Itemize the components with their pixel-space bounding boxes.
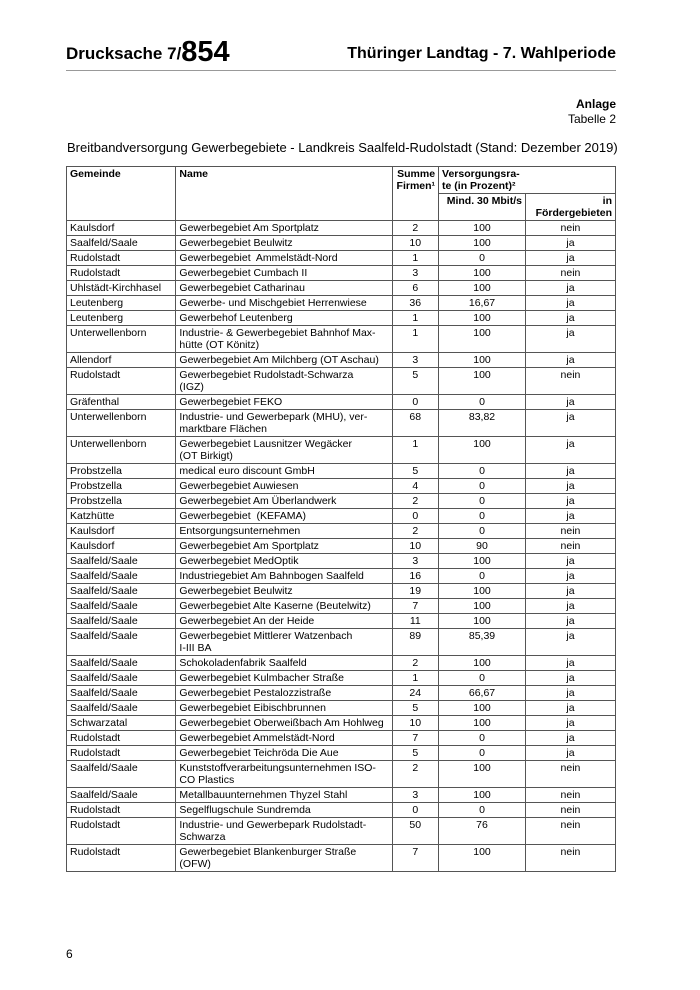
cell-gemeinde: Rudolstadt: [67, 845, 176, 872]
header-gemeinde: Gemeinde: [67, 167, 176, 221]
cell-name: [176, 326, 392, 353]
cell-summe: 3: [392, 554, 439, 569]
cell-name-line1: Gewerbegebiet FEKO: [179, 396, 283, 408]
table-row: [67, 266, 616, 281]
table-row: [67, 818, 616, 845]
cell-name-line1: Gewerbe- und Mischgebiet Herrenwiese: [179, 297, 367, 309]
header-summe-line2: Firmen¹: [396, 180, 436, 192]
cell-prozent: 100: [439, 716, 526, 731]
cell-name: [176, 437, 392, 464]
cell-name-line2: I-III BA: [179, 642, 212, 654]
cell-prozent: 100: [439, 701, 526, 716]
header-versorgung: [439, 167, 616, 194]
cell-name: [176, 716, 392, 731]
cell-gemeinde: Kaulsdorf: [67, 524, 176, 539]
cell-name-line2: (OT Birkigt): [179, 450, 233, 462]
cell-foerder: ja: [525, 509, 615, 524]
cell-name: [176, 311, 392, 326]
cell-foerder: ja: [525, 629, 615, 656]
table-row: [67, 629, 616, 656]
cell-name-line1: Gewerbegebiet Eibischbrunnen: [179, 702, 326, 714]
cell-foerder: nein: [525, 539, 615, 554]
cell-gemeinde: Probstzella: [67, 464, 176, 479]
cell-gemeinde: Rudolstadt: [67, 251, 176, 266]
cell-name-line1: Gewerbegebiet Cumbach II: [179, 267, 308, 279]
header-versorgung-line2: te (in Prozent)²: [442, 180, 516, 192]
table-row: [67, 221, 616, 236]
cell-gemeinde: Unterwellenborn: [67, 410, 176, 437]
cell-foerder: nein: [525, 221, 615, 236]
cell-name-line1: Industrie- und Gewerbepark Rudolstadt-: [179, 819, 367, 831]
cell-summe: 10: [392, 539, 439, 554]
cell-name-line2: (IGZ): [179, 381, 204, 393]
cell-name-line2: Schwarza: [179, 831, 226, 843]
table-row: [67, 311, 616, 326]
table-row: [67, 410, 616, 437]
table-row: [67, 395, 616, 410]
cell-name: [176, 509, 392, 524]
cell-foerder: ja: [525, 686, 615, 701]
cell-gemeinde: Schwarzatal: [67, 716, 176, 731]
header-divider: [66, 70, 616, 71]
cell-summe: 36: [392, 296, 439, 311]
cell-summe: 2: [392, 656, 439, 671]
cell-foerder: ja: [525, 599, 615, 614]
cell-prozent: 100: [439, 266, 526, 281]
cell-prozent: 100: [439, 437, 526, 464]
cell-summe: 50: [392, 818, 439, 845]
cell-name-line1: Gewerbegebiet Rudolstadt-Schwarza: [179, 369, 354, 381]
header-versorgung-line1: Versorgungsra-: [442, 168, 520, 180]
cell-foerder: nein: [525, 788, 615, 803]
cell-name-line1: Gewerbegebiet Kulmbacher Straße: [179, 672, 345, 684]
header-summe-line1: Summe: [397, 168, 436, 180]
cell-gemeinde: Gräfenthal: [67, 395, 176, 410]
cell-foerder: ja: [525, 464, 615, 479]
cell-name-line1: Gewerbegebiet Ammelstädt-Nord: [179, 252, 338, 264]
cell-foerder: ja: [525, 479, 615, 494]
cell-prozent: 0: [439, 251, 526, 266]
table-row: [67, 845, 616, 872]
cell-foerder: ja: [525, 731, 615, 746]
cell-gemeinde: Saalfeld/Saale: [67, 629, 176, 656]
cell-prozent: 83,82: [439, 410, 526, 437]
cell-summe: 24: [392, 686, 439, 701]
cell-prozent: 100: [439, 788, 526, 803]
data-table: [66, 166, 616, 872]
cell-summe: 16: [392, 569, 439, 584]
cell-gemeinde: Leutenberg: [67, 311, 176, 326]
table-row: [67, 746, 616, 761]
cell-prozent: 0: [439, 395, 526, 410]
cell-name-line1: Gewerbegebiet Am Sportplatz: [179, 540, 319, 552]
cell-gemeinde: Saalfeld/Saale: [67, 701, 176, 716]
table-row: [67, 584, 616, 599]
cell-name: [176, 788, 392, 803]
cell-gemeinde: Saalfeld/Saale: [67, 614, 176, 629]
cell-name-line1: Schokoladenfabrik Saalfeld: [179, 657, 307, 669]
cell-name: [176, 701, 392, 716]
annex-label: [568, 97, 616, 127]
cell-gemeinde: Uhlstädt-Kirchhasel: [67, 281, 176, 296]
cell-name: [176, 464, 392, 479]
cell-summe: 10: [392, 236, 439, 251]
cell-gemeinde: Rudolstadt: [67, 746, 176, 761]
table-row: [67, 251, 616, 266]
cell-foerder: ja: [525, 410, 615, 437]
cell-prozent: 100: [439, 656, 526, 671]
cell-prozent: 85,39: [439, 629, 526, 656]
cell-name-line1: Gewerbegebiet An der Heide: [179, 615, 315, 627]
cell-summe: 7: [392, 599, 439, 614]
annex-title: Anlage: [575, 97, 616, 111]
cell-prozent: 90: [439, 539, 526, 554]
header-mind-30: Mind. 30 Mbit/s: [439, 194, 526, 221]
table-row: [67, 524, 616, 539]
cell-foerder: ja: [525, 437, 615, 464]
cell-gemeinde: Rudolstadt: [67, 266, 176, 281]
cell-summe: 2: [392, 494, 439, 509]
cell-name-line1: Gewerbegebiet Alte Kaserne (Beutelwitz): [179, 600, 371, 612]
cell-gemeinde: Saalfeld/Saale: [67, 761, 176, 788]
cell-name: [176, 746, 392, 761]
table-row: [67, 353, 616, 368]
cell-foerder: ja: [525, 716, 615, 731]
cell-prozent: 100: [439, 761, 526, 788]
cell-summe: 6: [392, 281, 439, 296]
table-row: [67, 803, 616, 818]
cell-name-line1: Metallbauunternehmen Thyzel Stahl: [179, 789, 348, 801]
cell-foerder: ja: [525, 395, 615, 410]
cell-foerder: nein: [525, 761, 615, 788]
cell-summe: 4: [392, 479, 439, 494]
cell-name: [176, 599, 392, 614]
cell-summe: 1: [392, 251, 439, 266]
cell-name: [176, 761, 392, 788]
cell-prozent: 100: [439, 554, 526, 569]
cell-gemeinde: Saalfeld/Saale: [67, 788, 176, 803]
cell-name-line1: Industrie- und Gewerbepark (MHU), ver-: [179, 411, 368, 423]
cell-summe: 1: [392, 311, 439, 326]
cell-name: [176, 221, 392, 236]
cell-name-line1: Gewerbegebiet Catharinau: [179, 282, 305, 294]
table-row: [67, 539, 616, 554]
cell-gemeinde: Saalfeld/Saale: [67, 671, 176, 686]
cell-name-line1: Industrie- & Gewerbegebiet Bahnhof Max-: [179, 327, 376, 339]
cell-foerder: ja: [525, 584, 615, 599]
cell-name: [176, 686, 392, 701]
cell-name: [176, 479, 392, 494]
cell-prozent: 0: [439, 524, 526, 539]
cell-summe: 3: [392, 788, 439, 803]
cell-name: [176, 266, 392, 281]
cell-summe: 10: [392, 716, 439, 731]
cell-gemeinde: Leutenberg: [67, 296, 176, 311]
cell-foerder: ja: [525, 296, 615, 311]
cell-foerder: ja: [525, 251, 615, 266]
cell-gemeinde: Rudolstadt: [67, 731, 176, 746]
cell-name-line1: Gewerbegebiet Am Milchberg (OT Aschau): [179, 354, 379, 366]
cell-name: [176, 584, 392, 599]
cell-name-line2: marktbare Flächen: [179, 423, 267, 435]
cell-name-line1: Gewerbegebiet (KEFAMA): [179, 510, 307, 522]
cell-name: [176, 656, 392, 671]
cell-name: [176, 614, 392, 629]
cell-name: [176, 731, 392, 746]
cell-name-line1: Gewerbegebiet Auwiesen: [179, 480, 299, 492]
table-row: [67, 281, 616, 296]
table-row: [67, 671, 616, 686]
cell-prozent: 100: [439, 353, 526, 368]
cell-name-line1: Gewerbegebiet Oberweißbach Am Hohlweg: [179, 717, 384, 729]
cell-summe: 5: [392, 746, 439, 761]
cell-gemeinde: Allendorf: [67, 353, 176, 368]
cell-name-line1: Gewerbegebiet Beulwitz: [179, 237, 293, 249]
cell-prozent: 66,67: [439, 686, 526, 701]
cell-foerder: ja: [525, 569, 615, 584]
parliament-title: Thüringer Landtag - 7. Wahlperiode: [347, 45, 616, 62]
cell-gemeinde: Unterwellenborn: [67, 326, 176, 353]
cell-name: [176, 671, 392, 686]
cell-foerder: ja: [525, 311, 615, 326]
cell-gemeinde: Rudolstadt: [67, 368, 176, 395]
table-row: [67, 569, 616, 584]
cell-name-line1: Gewerbegebiet Lausnitzer Wegäcker: [179, 438, 352, 450]
cell-name: [176, 236, 392, 251]
cell-name-line1: Gewerbegebiet Pestalozzistraße: [179, 687, 332, 699]
cell-summe: 7: [392, 845, 439, 872]
cell-gemeinde: Unterwellenborn: [67, 437, 176, 464]
cell-foerder: ja: [525, 494, 615, 509]
cell-name: [176, 368, 392, 395]
cell-gemeinde: Saalfeld/Saale: [67, 569, 176, 584]
table-row: [67, 509, 616, 524]
cell-prozent: 100: [439, 311, 526, 326]
cell-name: [176, 524, 392, 539]
cell-gemeinde: Saalfeld/Saale: [67, 584, 176, 599]
cell-summe: 89: [392, 629, 439, 656]
table-row: [67, 599, 616, 614]
cell-prozent: 0: [439, 746, 526, 761]
cell-prozent: 16,67: [439, 296, 526, 311]
table-row: [67, 464, 616, 479]
cell-name-line1: Industriegebiet Am Bahnbogen Saalfeld: [179, 570, 364, 582]
cell-summe: 5: [392, 464, 439, 479]
cell-foerder: nein: [525, 266, 615, 281]
cell-foerder: ja: [525, 326, 615, 353]
table-row: [67, 554, 616, 569]
cell-summe: 0: [392, 395, 439, 410]
cell-name-line1: Entsorgungsunternehmen: [179, 525, 301, 537]
cell-foerder: nein: [525, 524, 615, 539]
cell-gemeinde: Kaulsdorf: [67, 539, 176, 554]
cell-foerder: ja: [525, 671, 615, 686]
header-name: Name: [176, 167, 392, 221]
cell-prozent: 0: [439, 509, 526, 524]
annex-subtitle: Tabelle 2: [567, 112, 616, 126]
table-row: [67, 686, 616, 701]
cell-prozent: 100: [439, 281, 526, 296]
table-row: [67, 614, 616, 629]
table-row: [67, 788, 616, 803]
cell-foerder: ja: [525, 353, 615, 368]
table-row: [67, 494, 616, 509]
cell-foerder: nein: [525, 818, 615, 845]
cell-foerder: ja: [525, 614, 615, 629]
cell-prozent: 100: [439, 599, 526, 614]
cell-foerder: ja: [525, 701, 615, 716]
header-summe: [392, 167, 439, 221]
cell-name: [176, 803, 392, 818]
cell-gemeinde: Saalfeld/Saale: [67, 236, 176, 251]
cell-name-line1: Segelflugschule Sundremda: [179, 804, 311, 816]
cell-summe: 0: [392, 509, 439, 524]
cell-name: [176, 410, 392, 437]
cell-name-line1: Kunststoffverarbeitungsunternehmen ISO-: [179, 762, 376, 774]
cell-name-line1: medical euro discount GmbH: [179, 465, 315, 477]
cell-foerder: nein: [525, 803, 615, 818]
cell-prozent: 100: [439, 326, 526, 353]
cell-name: [176, 281, 392, 296]
cell-summe: 3: [392, 266, 439, 281]
cell-summe: 0: [392, 803, 439, 818]
table-caption: Breitbandversorgung Gewerbegebiete - Landkreis Saalfeld-Rudolstadt (Stand: Dezember 2019): [67, 140, 618, 155]
cell-summe: 2: [392, 524, 439, 539]
cell-foerder: nein: [525, 845, 615, 872]
cell-gemeinde: Saalfeld/Saale: [67, 686, 176, 701]
cell-prozent: 100: [439, 614, 526, 629]
cell-prozent: 0: [439, 731, 526, 746]
cell-summe: 5: [392, 368, 439, 395]
cell-gemeinde: Saalfeld/Saale: [67, 656, 176, 671]
cell-summe: 11: [392, 614, 439, 629]
drucksache-number: 854: [181, 36, 230, 68]
drucksache-label: Drucksache 7/: [66, 44, 182, 63]
cell-foerder: ja: [525, 281, 615, 296]
cell-summe: 7: [392, 731, 439, 746]
cell-summe: 68: [392, 410, 439, 437]
cell-name-line1: Gewerbegebiet Beulwitz: [179, 585, 293, 597]
cell-name-line1: Gewerbehof Leutenberg: [179, 312, 293, 324]
cell-name: [176, 251, 392, 266]
cell-name-line1: Gewerbegebiet Am Überlandwerk: [179, 495, 337, 507]
cell-gemeinde: Probstzella: [67, 494, 176, 509]
cell-name-line1: Gewerbegebiet MedOptik: [179, 555, 299, 567]
cell-name-line1: Gewerbegebiet Mittlerer Watzenbach: [179, 630, 353, 642]
cell-foerder: ja: [525, 554, 615, 569]
cell-prozent: 100: [439, 236, 526, 251]
table-row: [67, 326, 616, 353]
cell-foerder: ja: [525, 656, 615, 671]
table-row: [67, 731, 616, 746]
table-row: [67, 437, 616, 464]
table-row: [67, 368, 616, 395]
cell-summe: 2: [392, 221, 439, 236]
cell-foerder: ja: [525, 236, 615, 251]
cell-gemeinde: Saalfeld/Saale: [67, 554, 176, 569]
cell-name-line2: hütte (OT Könitz): [179, 339, 260, 351]
cell-name: [176, 629, 392, 656]
cell-summe: 5: [392, 701, 439, 716]
table-row: [67, 701, 616, 716]
header-foerdergebiete: in Fördergebieten: [525, 194, 615, 221]
cell-gemeinde: Saalfeld/Saale: [67, 599, 176, 614]
cell-name: [176, 296, 392, 311]
cell-name: [176, 554, 392, 569]
cell-name: [176, 845, 392, 872]
cell-gemeinde: Rudolstadt: [67, 803, 176, 818]
cell-prozent: 0: [439, 494, 526, 509]
cell-prozent: 100: [439, 584, 526, 599]
cell-summe: 3: [392, 353, 439, 368]
cell-name: [176, 353, 392, 368]
cell-summe: 1: [392, 326, 439, 353]
cell-prozent: 100: [439, 368, 526, 395]
cell-foerder: nein: [525, 368, 615, 395]
cell-summe: 19: [392, 584, 439, 599]
table-row: [67, 656, 616, 671]
cell-gemeinde: Probstzella: [67, 479, 176, 494]
table-row: [67, 761, 616, 788]
cell-name: [176, 569, 392, 584]
table-row: [67, 236, 616, 251]
cell-name: [176, 395, 392, 410]
cell-name: [176, 818, 392, 845]
cell-gemeinde: Rudolstadt: [67, 818, 176, 845]
cell-prozent: 0: [439, 464, 526, 479]
cell-prozent: 100: [439, 845, 526, 872]
cell-name-line1: Gewerbegebiet Ammelstädt-Nord: [179, 732, 335, 744]
table-row: [67, 716, 616, 731]
cell-name-line1: Gewerbegebiet Am Sportplatz: [179, 222, 319, 234]
cell-foerder: ja: [525, 746, 615, 761]
cell-summe: 1: [392, 671, 439, 686]
cell-name-line1: Gewerbegebiet Teichröda Die Aue: [179, 747, 339, 759]
cell-prozent: 0: [439, 569, 526, 584]
cell-name-line2: CO Plastics: [179, 774, 235, 786]
cell-prozent: 76: [439, 818, 526, 845]
cell-prozent: 100: [439, 221, 526, 236]
cell-prozent: 0: [439, 803, 526, 818]
cell-prozent: 0: [439, 671, 526, 686]
cell-summe: 2: [392, 761, 439, 788]
cell-gemeinde: Katzhütte: [67, 509, 176, 524]
cell-summe: 1: [392, 437, 439, 464]
table-row: [67, 479, 616, 494]
table-row: [67, 296, 616, 311]
page-number: 6: [66, 947, 73, 961]
document-number: [66, 34, 230, 67]
cell-name-line2: (OFW): [179, 858, 211, 870]
cell-name: [176, 494, 392, 509]
cell-name: [176, 539, 392, 554]
cell-name-line1: Gewerbegebiet Blankenburger Straße: [179, 846, 357, 858]
cell-gemeinde: Kaulsdorf: [67, 221, 176, 236]
cell-prozent: 0: [439, 479, 526, 494]
